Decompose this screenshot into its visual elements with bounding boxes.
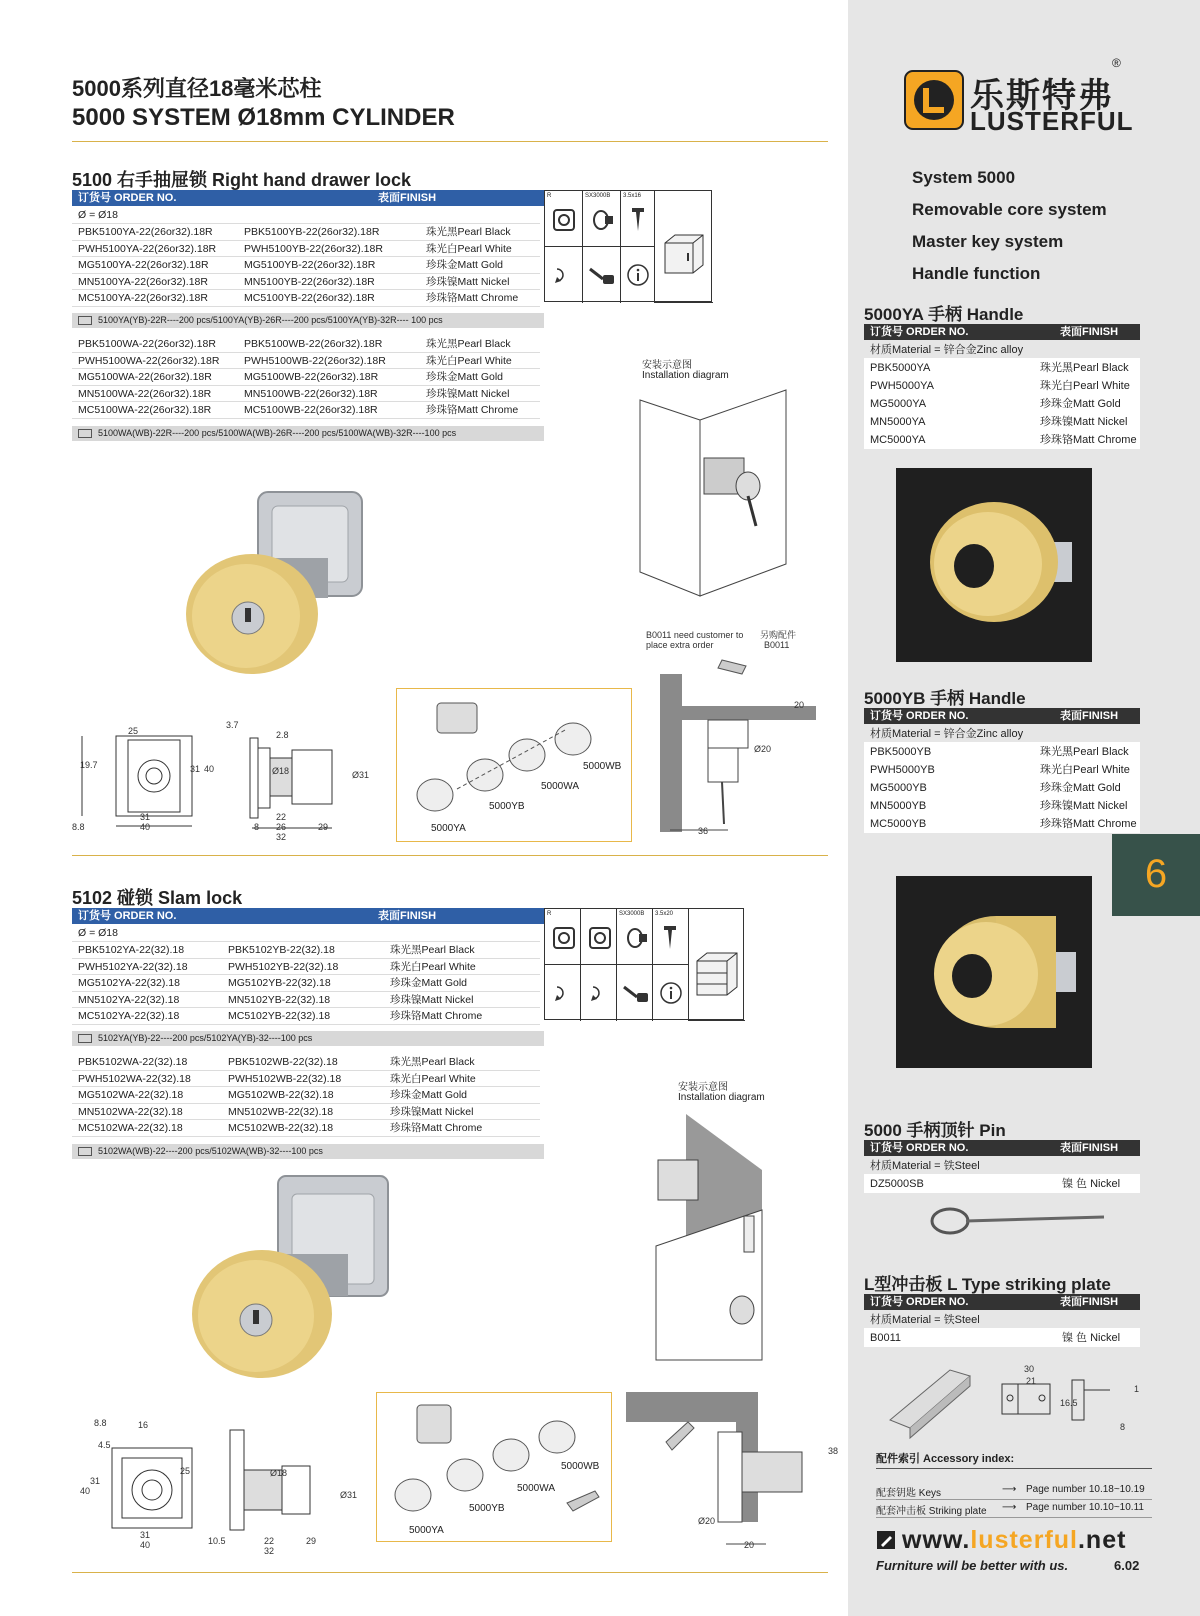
order-no-header: 订货号 ORDER NO. bbox=[78, 910, 177, 922]
finish-header: 表面FINISH bbox=[1060, 326, 1119, 338]
finish-cell: 珠光黑Pearl Black bbox=[1040, 362, 1129, 374]
order-no-cell: MN5102WB-22(32).18 bbox=[228, 1105, 334, 1118]
dim-label: 38 bbox=[828, 1446, 839, 1456]
table-row bbox=[72, 402, 540, 419]
packing-info-5102-y bbox=[72, 1031, 544, 1046]
order-no-cell: MG5100YB-22(26or32).18R bbox=[244, 259, 376, 271]
variants-box-5102 bbox=[376, 1392, 612, 1542]
material-row bbox=[864, 725, 1140, 743]
info-icon bbox=[653, 965, 689, 1021]
dim-label: 40 bbox=[80, 1486, 91, 1496]
finish: 镍 色 Nickel bbox=[1062, 1178, 1121, 1190]
table-row bbox=[864, 377, 1140, 395]
finish-cell: 珍珠铬Matt Chrome bbox=[390, 1122, 483, 1134]
finish-cell: 珍珠金Matt Gold bbox=[426, 259, 504, 271]
url-brand: lusterful bbox=[970, 1526, 1078, 1554]
order-no-cell: MC5100WB-22(26or32).18R bbox=[244, 404, 378, 416]
finish-cell: 珍珠铬Matt Chrome bbox=[426, 404, 519, 416]
order-no-cell: MN5100WA-22(26or32).18R bbox=[78, 387, 212, 400]
finish-cell: 珍珠镍Matt Nickel bbox=[426, 275, 510, 288]
order-no-cell: MG5102YA-22(32).18 bbox=[78, 977, 180, 989]
order-no-cell: PWH5100YB-22(26or32).18R bbox=[244, 242, 383, 255]
pin-row bbox=[864, 1175, 1140, 1193]
table-row bbox=[72, 1008, 540, 1025]
dim-label: 36 bbox=[698, 826, 709, 836]
dimension-drawing-5102 bbox=[72, 1420, 372, 1550]
feature-3: Master key system bbox=[912, 232, 1064, 251]
finish-cell: 珠光黑Pearl Black bbox=[1040, 746, 1129, 758]
handle-yb-title: 5000YB 手柄 Handle bbox=[864, 689, 1026, 708]
title-divider bbox=[72, 141, 828, 142]
finish-cell: 珍珠金Matt Gold bbox=[1040, 782, 1121, 794]
variant-label: 5000WB bbox=[583, 761, 622, 772]
dim-label: 19.7 bbox=[80, 760, 98, 770]
material-row bbox=[864, 1311, 1140, 1329]
cabinet-icon bbox=[655, 191, 713, 303]
dim-label: 8.8 bbox=[72, 822, 85, 832]
finish-cell: 珠光黑Pearl Black bbox=[390, 944, 475, 956]
order-no-cell: MC5100WA-22(26or32).18R bbox=[78, 404, 212, 416]
finish-cell: 珍珠铬Matt Chrome bbox=[390, 1010, 483, 1022]
table-row bbox=[72, 386, 540, 403]
table-row bbox=[864, 431, 1140, 449]
extra-part-code: B0011 bbox=[764, 640, 790, 650]
order-table-5102 bbox=[72, 908, 544, 1162]
page-title-zh: 5000系列直径18毫米芯柱 bbox=[72, 76, 322, 101]
variant-label: 5000WA bbox=[541, 781, 579, 792]
dim-label: 8 bbox=[254, 822, 260, 832]
install-diagram-title-zh: 安装示意图 bbox=[642, 360, 692, 371]
table-row bbox=[864, 359, 1140, 377]
mounting-section-5102 bbox=[626, 1392, 839, 1552]
table-row bbox=[72, 1120, 540, 1137]
table-row bbox=[72, 241, 540, 258]
finish-cell: 珍珠镍Matt Nickel bbox=[390, 993, 474, 1006]
table-row bbox=[72, 959, 540, 976]
dim-label: 30 bbox=[1024, 1364, 1035, 1374]
finish-header: 表面FINISH bbox=[378, 910, 437, 922]
material-row bbox=[864, 1157, 1140, 1175]
order-no-cell: PWH5000YB bbox=[870, 764, 935, 776]
accessory-row bbox=[876, 1484, 1152, 1500]
packing-text: 5102WA(WB)-22----200 pcs/5102WA(WB)-32----100 pcs bbox=[98, 1146, 323, 1156]
drawer-lock-photo-5100 bbox=[178, 488, 378, 688]
order-no: B0011 bbox=[870, 1332, 901, 1344]
table-row bbox=[72, 224, 540, 241]
core-icon bbox=[583, 191, 621, 247]
dim-label: 20 bbox=[744, 1540, 755, 1550]
dim-label: 31 bbox=[140, 812, 151, 822]
order-no-cell: MC5102WB-22(32).18 bbox=[228, 1122, 334, 1134]
finish-cell: 珠光黑Pearl Black bbox=[426, 226, 511, 238]
order-no-cell: MN5100YA-22(26or32).18R bbox=[78, 275, 208, 288]
order-no-cell: PBK5100YA-22(26or32).18R bbox=[78, 226, 213, 238]
order-no-cell: PWH5102WB-22(32).18 bbox=[228, 1072, 342, 1085]
handle-ya-photo bbox=[896, 468, 1092, 662]
material-text: 材质Material = 锌合金Zinc alloy bbox=[870, 344, 1024, 356]
website-url[interactable] bbox=[902, 1526, 1126, 1555]
dim-label: 1 bbox=[1134, 1384, 1140, 1394]
order-no-cell: PBK5100WA-22(26or32).18R bbox=[78, 338, 216, 350]
finish-cell: 珍珠金Matt Gold bbox=[1040, 398, 1121, 410]
dim-label: 8.8 bbox=[94, 1418, 107, 1428]
order-no-cell: PBK5100WB-22(26or32).18R bbox=[244, 338, 383, 350]
accessory-row bbox=[876, 1502, 1152, 1518]
finish-cell: 珍珠镍Matt Nickel bbox=[426, 387, 510, 400]
right-hand-icon bbox=[545, 191, 583, 247]
screw-icon bbox=[653, 909, 689, 965]
edit-icon bbox=[876, 1530, 896, 1550]
finish-cell: 珠光白Pearl White bbox=[426, 354, 512, 367]
url-prefix: www. bbox=[902, 1526, 971, 1554]
table-row bbox=[72, 1071, 540, 1088]
feature-2: Removable core system bbox=[912, 200, 1107, 219]
table-row bbox=[72, 942, 540, 959]
feature-1: System 5000 bbox=[912, 168, 1016, 187]
table-row bbox=[72, 1054, 540, 1071]
accessory-page-link[interactable]: Page number 10.18~10.19 bbox=[1026, 1484, 1145, 1495]
dim-label: 22 bbox=[264, 1536, 275, 1546]
order-no-cell: PWH5100YA-22(26or32).18R bbox=[78, 242, 217, 255]
order-no-cell: PBK5100YB-22(26or32).18R bbox=[244, 226, 380, 238]
order-no-cell: MG5000YA bbox=[870, 398, 927, 410]
packing-info-5102-w bbox=[72, 1144, 544, 1159]
right-column bbox=[848, 0, 1200, 1616]
order-no: DZ5000SB bbox=[870, 1178, 924, 1190]
accessory-label: 配套钥匙 Keys bbox=[876, 1488, 942, 1499]
dim-label: 31 bbox=[140, 1530, 151, 1540]
order-no-cell: PWH5100WA-22(26or32).18R bbox=[78, 354, 220, 367]
dim-label: 32 bbox=[276, 832, 287, 842]
order-no-cell: MN5000YA bbox=[870, 416, 926, 428]
drawer-cabinet-icon bbox=[689, 909, 745, 1021]
brand-name-en: LUSTERFUL bbox=[970, 106, 1134, 136]
arrow-right-icon: ⟶ bbox=[1002, 1502, 1017, 1513]
slogan: Furniture will be better with us. bbox=[876, 1558, 1069, 1573]
dim-label: 10.5 bbox=[208, 1536, 226, 1546]
rotate-icon bbox=[545, 247, 583, 303]
page-tab: 6 bbox=[1112, 834, 1200, 916]
rotate-icon bbox=[581, 965, 617, 1021]
dim-label: 21 bbox=[1026, 1376, 1037, 1386]
diameter-text: Ø = Ø18 bbox=[78, 927, 118, 939]
dim-label: 20 bbox=[794, 700, 805, 710]
finish-cell: 珍珠金Matt Gold bbox=[390, 1089, 468, 1101]
dim-label: Ø18 bbox=[272, 766, 290, 776]
finish: 镍 色 Nickel bbox=[1062, 1332, 1121, 1344]
finish-cell: 珠光白Pearl White bbox=[426, 242, 512, 255]
order-no-cell: PBK5000YA bbox=[870, 362, 931, 374]
pin-title: 5000 手柄顶针 Pin bbox=[864, 1121, 1006, 1140]
finish-cell: 珍珠金Matt Gold bbox=[426, 371, 504, 383]
page-title-en: 5000 SYSTEM Ø18mm CYLINDER bbox=[72, 104, 455, 131]
order-no-cell: MC5100YA-22(26or32).18R bbox=[78, 292, 208, 304]
arrow-right-icon: ⟶ bbox=[1002, 1484, 1017, 1495]
extra-order-note: B0011 need customer to place extra order bbox=[646, 630, 744, 650]
install-diagram-title-en: Installation diagram bbox=[642, 370, 729, 381]
dim-label: Ø31 bbox=[340, 1490, 358, 1500]
extra-part-label-zh: 另购配件 bbox=[760, 630, 797, 640]
handle-yb-image bbox=[896, 876, 1092, 1068]
finish-cell: 珠光白Pearl White bbox=[390, 960, 476, 973]
plate-row bbox=[864, 1329, 1140, 1347]
finish-cell: 珍珠镍Matt Nickel bbox=[1040, 416, 1128, 428]
right-hand-icon bbox=[545, 909, 581, 965]
order-table-5100 bbox=[72, 190, 544, 440]
table-row bbox=[72, 274, 540, 291]
icon-label: SX3000B bbox=[585, 193, 611, 199]
icon-label: R bbox=[547, 911, 552, 917]
order-no-cell: MG5102WB-22(32).18 bbox=[228, 1089, 334, 1101]
dim-label: 31 bbox=[90, 1476, 101, 1486]
table-row bbox=[72, 353, 540, 370]
accessory-page-link[interactable]: Page number 10.10~10.11 bbox=[1026, 1502, 1144, 1513]
install-diagram-title-zh: 安装示意图 bbox=[678, 1082, 728, 1093]
box-icon bbox=[78, 1034, 92, 1043]
order-no-cell: MN5102YA-22(32).18 bbox=[78, 993, 180, 1006]
dim-label: 16.5 bbox=[1060, 1398, 1078, 1408]
finish-cell: 珠光白Pearl White bbox=[1040, 764, 1130, 776]
dim-label: 29 bbox=[318, 822, 329, 832]
order-no-cell: PBK5102YB-22(32).18 bbox=[228, 944, 335, 956]
bottom-divider bbox=[72, 1572, 828, 1573]
order-no-cell: PBK5102WA-22(32).18 bbox=[78, 1056, 188, 1068]
order-no-cell: MN5102WA-22(32).18 bbox=[78, 1105, 183, 1118]
left-hand-icon bbox=[581, 909, 617, 965]
finish-header: 表面FINISH bbox=[378, 192, 437, 204]
order-no-cell: MN5100YB-22(26or32).18R bbox=[244, 275, 375, 288]
box-icon bbox=[78, 1147, 92, 1156]
material-row bbox=[864, 341, 1140, 359]
order-no-cell: PWH5102YA-22(32).18 bbox=[78, 960, 188, 973]
pin-header bbox=[864, 1140, 1140, 1156]
handle-yb-photo bbox=[896, 876, 1092, 1068]
dim-label: Ø20 bbox=[698, 1516, 716, 1526]
finish-cell: 珠光白Pearl White bbox=[390, 1072, 476, 1085]
finish-header: 表面FINISH bbox=[1060, 1296, 1119, 1308]
finish-header: 表面FINISH bbox=[1060, 710, 1119, 722]
order-table-header bbox=[72, 190, 544, 206]
screw-icon bbox=[621, 191, 655, 247]
striking-plate-image bbox=[884, 1360, 994, 1440]
section-divider bbox=[72, 855, 828, 856]
dim-label: 2.8 bbox=[276, 730, 289, 740]
dim-label: 3.7 bbox=[226, 720, 239, 730]
dim-label: 40 bbox=[140, 1540, 151, 1550]
box-icon bbox=[78, 316, 92, 325]
order-no-cell: MG5102YB-22(32).18 bbox=[228, 977, 331, 989]
table-row bbox=[72, 290, 540, 307]
pin-image bbox=[928, 1204, 1108, 1238]
table-row bbox=[864, 815, 1140, 833]
install-diagram-title-en: Installation diagram bbox=[678, 1092, 765, 1103]
order-no-cell: MG5100WA-22(26or32).18R bbox=[78, 371, 212, 383]
accessory-index-title: 配件索引 Accessory index: bbox=[876, 1453, 1015, 1465]
key-icon bbox=[617, 965, 653, 1021]
order-no-cell: PBK5102YA-22(32).18 bbox=[78, 944, 185, 956]
table-row bbox=[72, 1104, 540, 1121]
table-row bbox=[864, 761, 1140, 779]
dim-label: 8 bbox=[1120, 1422, 1126, 1432]
packing-info-5100-y bbox=[72, 313, 544, 328]
order-no-cell: MN5102YB-22(32).18 bbox=[228, 993, 331, 1006]
finish-header: 表面FINISH bbox=[1060, 1142, 1119, 1154]
order-no-cell: MC5100YB-22(26or32).18R bbox=[244, 292, 375, 304]
packing-info-5100-w bbox=[72, 426, 544, 441]
order-no-cell: MG5000YB bbox=[870, 782, 927, 794]
dim-label: 31 bbox=[190, 764, 201, 774]
dim-label: 25 bbox=[128, 726, 139, 736]
variant-label: 5000YA bbox=[409, 1525, 444, 1536]
icon-label: SX3000B bbox=[619, 911, 645, 917]
variant-label: 5000YB bbox=[469, 1503, 505, 1514]
order-no-cell: MG5102WA-22(32).18 bbox=[78, 1089, 184, 1101]
material-text: 材质Material = 铁Steel bbox=[870, 1314, 980, 1326]
table-row bbox=[864, 413, 1140, 431]
table-row bbox=[72, 336, 540, 353]
order-no-header: 订货号 ORDER NO. bbox=[870, 1296, 969, 1308]
installation-diagram-5102 bbox=[652, 1110, 802, 1362]
variant-label: 5000YA bbox=[431, 823, 466, 834]
diameter-text: Ø = Ø18 bbox=[78, 209, 118, 221]
finish-cell: 珠光白Pearl White bbox=[1040, 380, 1130, 392]
dim-label: 40 bbox=[140, 822, 151, 832]
icon-label: R bbox=[547, 193, 552, 199]
brand-logo-icon bbox=[904, 70, 964, 130]
dim-label: 29 bbox=[306, 1536, 317, 1546]
table-row bbox=[72, 975, 540, 992]
order-no-cell: MG5100WB-22(26or32).18R bbox=[244, 371, 379, 383]
dim-label: 16 bbox=[138, 1420, 149, 1430]
dim-label: Ø20 bbox=[754, 744, 772, 754]
order-no-cell: MC5102WA-22(32).18 bbox=[78, 1122, 183, 1134]
finish-cell: 珍珠镍Matt Nickel bbox=[390, 1105, 474, 1118]
variant-label: 5000YB bbox=[489, 801, 525, 812]
table-row bbox=[864, 395, 1140, 413]
plate-title: L型冲击板 L Type striking plate bbox=[864, 1275, 1111, 1294]
diameter-row bbox=[72, 207, 540, 224]
handle-ya-title: 5000YA 手柄 Handle bbox=[864, 305, 1024, 324]
material-text: 材质Material = 锌合金Zinc alloy bbox=[870, 728, 1024, 740]
url-suffix: .net bbox=[1077, 1526, 1127, 1554]
dim-label: 40 bbox=[204, 764, 215, 774]
order-no-cell: PBK5102WB-22(32).18 bbox=[228, 1056, 338, 1068]
table-row bbox=[864, 779, 1140, 797]
table-row bbox=[864, 743, 1140, 761]
material-text: 材质Material = 铁Steel bbox=[870, 1160, 980, 1172]
dim-label: 26 bbox=[276, 822, 287, 832]
table-row bbox=[72, 257, 540, 274]
packing-text: 5100WA(WB)-22R----200 pcs/5100WA(WB)-26R----200 pcs/5100WA(WB)-32R----100 pcs bbox=[98, 428, 457, 438]
dim-label: 32 bbox=[264, 1546, 275, 1556]
finish-cell: 珍珠镍Matt Nickel bbox=[1040, 800, 1128, 812]
table-row bbox=[72, 992, 540, 1009]
table-row bbox=[864, 797, 1140, 815]
page-number: 6.02 bbox=[1114, 1558, 1140, 1573]
installation-diagram-5100 bbox=[636, 386, 792, 600]
order-no-cell: PWH5100WB-22(26or32).18R bbox=[244, 354, 386, 367]
variants-box-5100 bbox=[396, 688, 632, 842]
key-icon bbox=[583, 247, 621, 303]
registered-mark: ® bbox=[1112, 56, 1121, 70]
dim-label: 4.5 bbox=[98, 1440, 111, 1450]
handle-ya-header bbox=[864, 324, 1140, 340]
order-no-cell: MG5100YA-22(26or32).18R bbox=[78, 259, 209, 271]
table-row bbox=[72, 1087, 540, 1104]
icon-label: 3.5x16 bbox=[623, 193, 642, 199]
info-icon bbox=[621, 247, 655, 303]
accessory-divider bbox=[876, 1468, 1152, 1469]
feature-icons-5102 bbox=[544, 908, 744, 1020]
packing-text: 5100YA(YB)-22R----200 pcs/5100YA(YB)-26R----200 pcs/5100YA(YB)-32R---- 100 pcs bbox=[98, 315, 443, 325]
finish-cell: 珠光黑Pearl Black bbox=[390, 1056, 475, 1068]
order-no-cell: PWH5102YB-22(32).18 bbox=[228, 960, 339, 973]
order-no-cell: PWH5102WA-22(32).18 bbox=[78, 1072, 191, 1085]
section-title-5100: 5100 右手抽屉锁 Right hand drawer lock bbox=[72, 170, 412, 190]
order-no-cell: MC5000YB bbox=[870, 818, 927, 830]
dim-label: 22 bbox=[276, 812, 287, 822]
diameter-row bbox=[72, 925, 540, 942]
variant-label: 5000WA bbox=[517, 1483, 555, 1494]
rotate-icon bbox=[545, 965, 581, 1021]
order-no-header: 订货号 ORDER NO. bbox=[870, 710, 969, 722]
feature-icons-5100 bbox=[544, 190, 712, 302]
finish-cell: 珍珠铬Matt Chrome bbox=[426, 292, 519, 304]
order-no-header: 订货号 ORDER NO. bbox=[870, 1142, 969, 1154]
handle-ya-image bbox=[896, 468, 1092, 662]
finish-cell: 珍珠铬Matt Chrome bbox=[1040, 818, 1137, 830]
order-no-header: 订货号 ORDER NO. bbox=[78, 192, 177, 204]
mounting-section-5100 bbox=[660, 654, 836, 832]
table-row bbox=[72, 369, 540, 386]
slam-lock-photo-5102 bbox=[188, 1174, 408, 1388]
dim-label: Ø31 bbox=[352, 770, 370, 780]
order-no-cell: PWH5000YA bbox=[870, 380, 934, 392]
accessory-label: 配套冲击板 Striking plate bbox=[876, 1506, 987, 1517]
plate-header bbox=[864, 1294, 1140, 1310]
order-no-cell: MN5000YB bbox=[870, 800, 927, 812]
handle-yb-header bbox=[864, 708, 1140, 724]
dim-label: 25 bbox=[180, 1466, 191, 1476]
order-no-cell: MC5102YA-22(32).18 bbox=[78, 1010, 180, 1022]
icon-label: 3.5x20 bbox=[655, 911, 674, 917]
finish-cell: 珠光黑Pearl Black bbox=[426, 338, 511, 350]
order-no-cell: MC5000YA bbox=[870, 434, 926, 446]
variant-label: 5000WB bbox=[561, 1461, 600, 1472]
order-no-header: 订货号 ORDER NO. bbox=[870, 326, 969, 338]
finish-cell: 珍珠铬Matt Chrome bbox=[1040, 434, 1137, 446]
feature-4: Handle function bbox=[912, 264, 1041, 283]
box-icon bbox=[78, 429, 92, 438]
finish-cell: 珍珠金Matt Gold bbox=[390, 977, 468, 989]
order-table-header bbox=[72, 908, 544, 924]
order-no-cell: MN5100WB-22(26or32).18R bbox=[244, 387, 378, 400]
order-no-cell: MC5102YB-22(32).18 bbox=[228, 1010, 331, 1022]
order-no-cell: PBK5000YB bbox=[870, 746, 932, 758]
packing-text: 5102YA(YB)-22----200 pcs/5102YA(YB)-32----100 pcs bbox=[98, 1033, 313, 1043]
core-icon bbox=[617, 909, 653, 965]
brand-name-zh: 乐斯特弗 bbox=[970, 77, 1114, 115]
dim-label: Ø18 bbox=[270, 1468, 288, 1478]
section-title-5102: 5102 碰锁 Slam lock bbox=[72, 888, 243, 908]
